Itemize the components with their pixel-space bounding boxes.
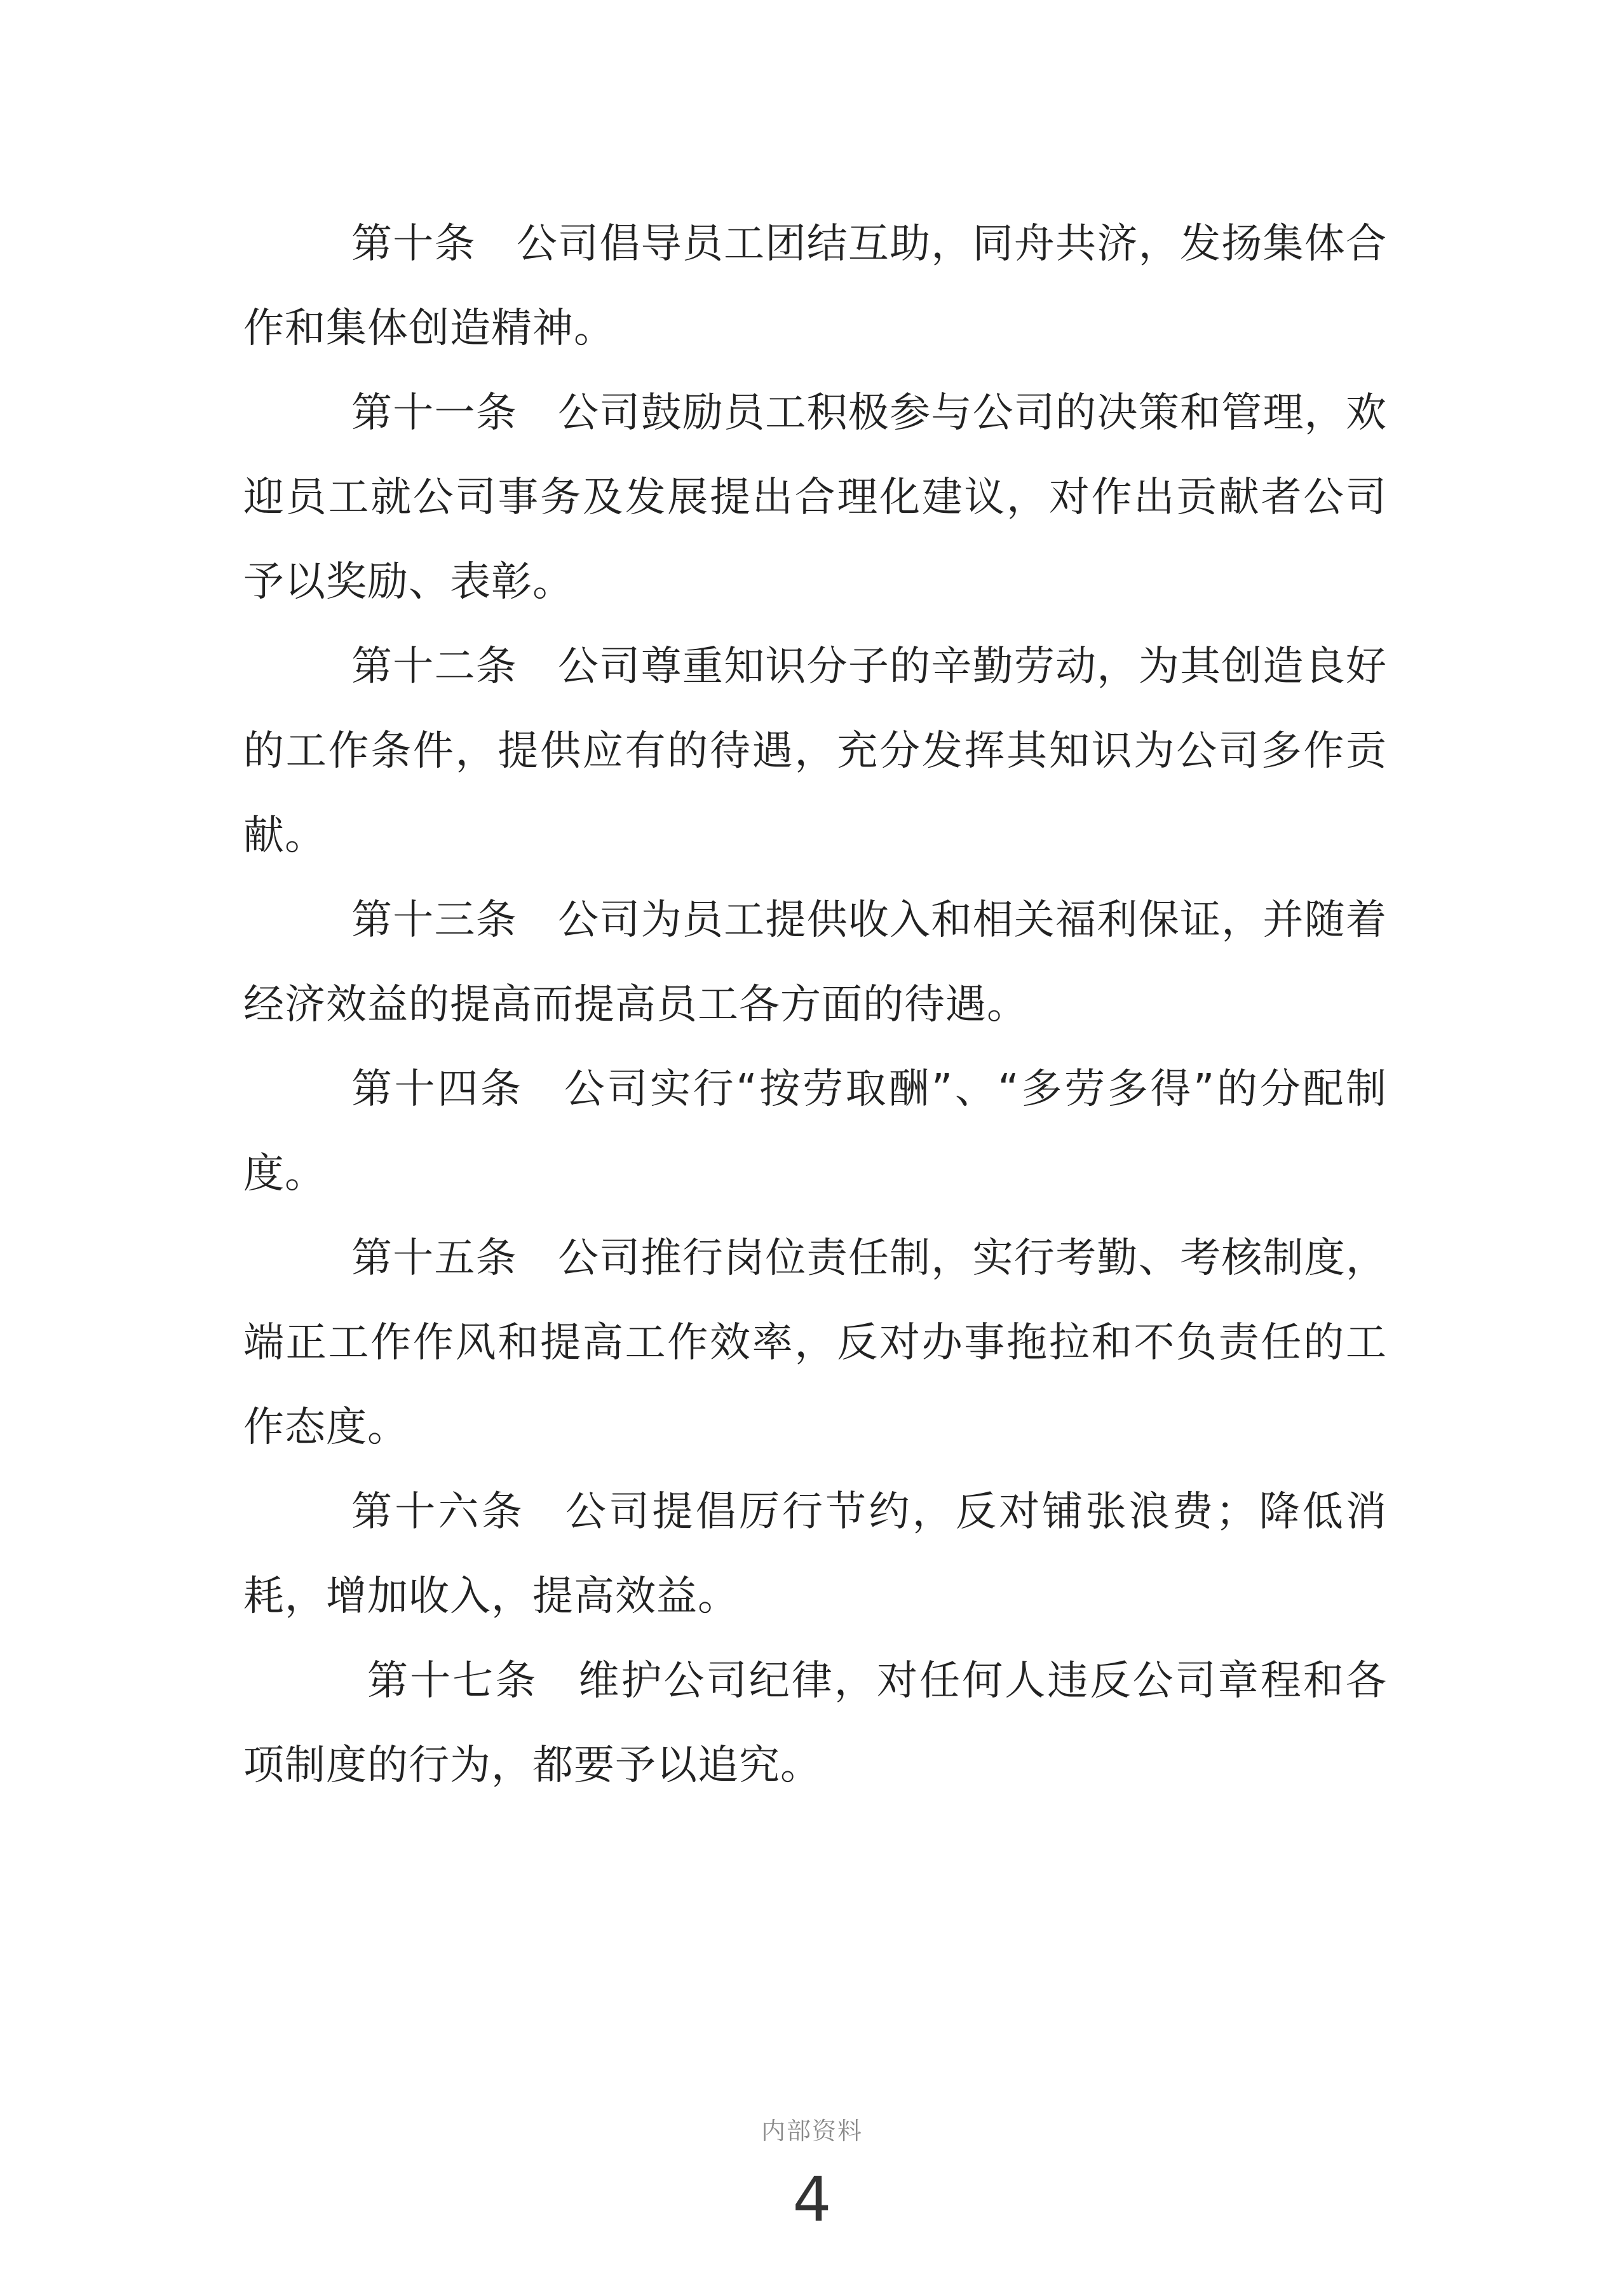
page-number: 4 <box>792 2164 832 2235</box>
article-number: 第十二条 <box>351 643 518 690</box>
footer-label: 内部资料 <box>761 2117 863 2145</box>
article-number: 第十五条 <box>351 1235 518 1282</box>
article-text: 公司推行岗位责任制，实行考勤、考核制度，端正工作作风和提高工作效率，反对办事拖拉和不负责任的工作态度。 <box>243 1235 1388 1451</box>
article-number: 第十条 <box>351 221 476 268</box>
article-text: 公司倡导员工团结互助，同舟共济，发扬集体合作和集体创造精神。 <box>243 221 1388 352</box>
article-text: 公司尊重知识分子的辛勤劳动，为其创造良好的工作条件，提供应有的待遇，充分发挥其知识为公司多作贡献。 <box>243 643 1388 859</box>
article-number: 第十一条 <box>351 390 518 437</box>
article-text: 公司鼓励员工积极参与公司的决策和管理，欢迎员工就公司事务及发展提出合理化建议，对作出贡献者公司予以奖励、表彰。 <box>243 390 1388 606</box>
article-number: 第十三条 <box>351 897 518 944</box>
document-body <box>243 202 1387 1808</box>
article-text: 公司为员工提供收入和相关福利保证，并随着经济效益的提高而提高员工各方面的待遇。 <box>243 897 1388 1028</box>
article-11 <box>243 371 1387 625</box>
article-number: 第十四条 <box>351 1066 524 1113</box>
article-13 <box>243 878 1387 1047</box>
article-14 <box>243 1047 1387 1216</box>
article-10 <box>243 202 1387 371</box>
article-12 <box>243 625 1387 878</box>
article-text: 公司提倡厉行节约，反对铺张浪费；降低消耗，增加收入，提高效益。 <box>243 1488 1388 1620</box>
article-number: 第十六条 <box>351 1488 525 1536</box>
article-16 <box>243 1470 1387 1639</box>
article-text: 公司实行“按劳取酬”、“多劳多得”的分配制度。 <box>243 1066 1388 1197</box>
article-17 <box>243 1639 1387 1808</box>
article-text: 维护公司纪律，对任何人违反公司章程和各项制度的行为，都要予以追究。 <box>243 1658 1388 1789</box>
article-15 <box>243 1216 1387 1470</box>
article-number: 第十七条 <box>367 1658 538 1705</box>
